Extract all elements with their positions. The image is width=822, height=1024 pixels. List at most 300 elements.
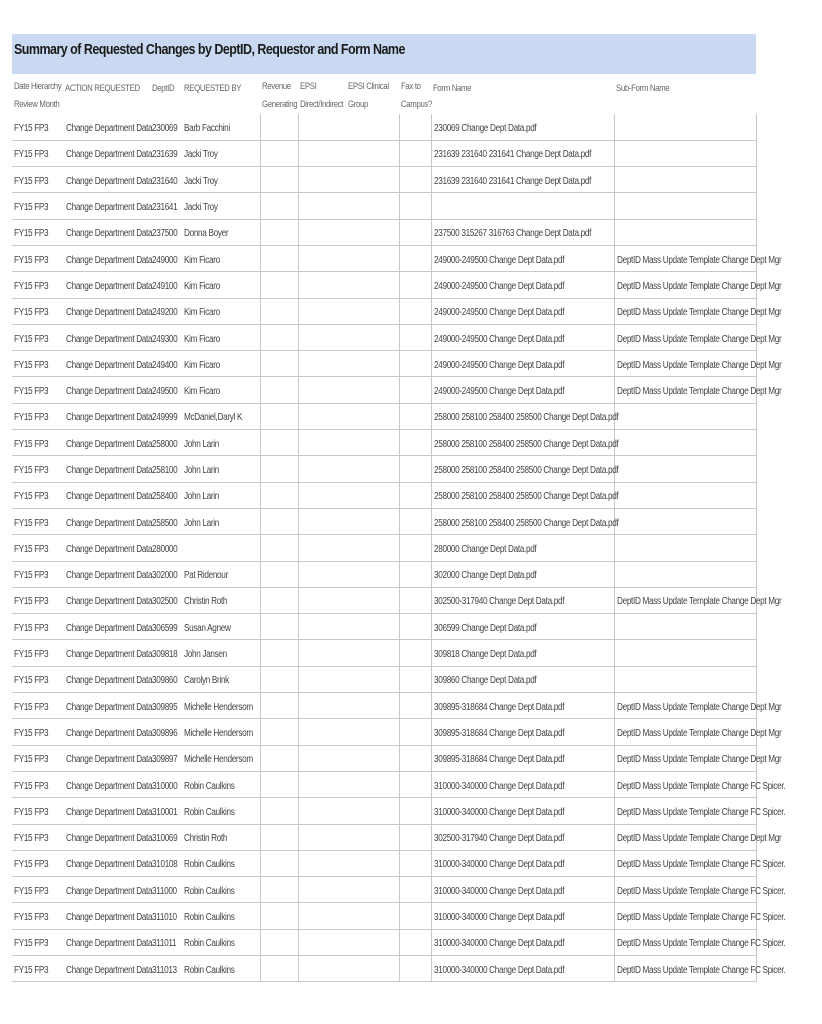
- cell-requested-by: Kim Ficaro: [182, 272, 260, 298]
- cell-epsi-clinical-group: [346, 403, 399, 429]
- cell-sub-form-name: [614, 403, 756, 429]
- cell-requested-by: Robin Caulkins: [182, 771, 260, 797]
- cell-review-month: FY15 FP3: [12, 719, 63, 745]
- cell-fax-to-campus: [399, 535, 431, 561]
- cell-deptid: 258500: [150, 508, 182, 534]
- cell-epsi-clinical-group: [346, 956, 399, 982]
- cell-form-name: 249000-249500 Change Dept Data.pdf: [431, 272, 614, 298]
- cell-action-requested: Change Department Data: [63, 219, 150, 245]
- cell-epsi-direct-indirect: [298, 587, 346, 613]
- cell-review-month: FY15 FP3: [12, 640, 63, 666]
- cell-requested-by: Jacki Troy: [182, 140, 260, 166]
- cell-action-requested: Change Department Data: [63, 193, 150, 219]
- cell-epsi-direct-indirect: [298, 456, 346, 482]
- cell-revenue-generating: [260, 351, 298, 377]
- cell-action-requested: Change Department Data: [63, 324, 150, 350]
- cell-epsi-direct-indirect: [298, 561, 346, 587]
- cell-revenue-generating: [260, 508, 298, 534]
- cell-form-name: 310000-340000 Change Dept Data.pdf: [431, 877, 614, 903]
- cell-deptid: 310069: [150, 824, 182, 850]
- cell-action-requested: Change Department Data: [63, 535, 150, 561]
- cell-fax-to-campus: [399, 771, 431, 797]
- cell-fax-to-campus: [399, 351, 431, 377]
- cell-sub-form-name: DeptID Mass Update Template Change FC Spicer.: [614, 771, 756, 797]
- cell-action-requested: Change Department Data: [63, 850, 150, 876]
- cell-revenue-generating: [260, 693, 298, 719]
- cell-revenue-generating: [260, 324, 298, 350]
- cell-epsi-clinical-group: [346, 719, 399, 745]
- cell-fax-to-campus: [399, 114, 431, 140]
- cell-action-requested: Change Department Data: [63, 798, 150, 824]
- cell-revenue-generating: [260, 403, 298, 429]
- table-row: [12, 114, 756, 140]
- cell-epsi-direct-indirect: [298, 903, 346, 929]
- cell-revenue-generating: [260, 245, 298, 271]
- cell-epsi-direct-indirect: [298, 193, 346, 219]
- table-row: [12, 850, 756, 876]
- cell-requested-by: Michelle Hendersom: [182, 693, 260, 719]
- cell-epsi-clinical-group: [346, 877, 399, 903]
- cell-fax-to-campus: [399, 140, 431, 166]
- cell-revenue-generating: [260, 956, 298, 982]
- cell-requested-by: Robin Caulkins: [182, 850, 260, 876]
- cell-review-month: FY15 FP3: [12, 614, 63, 640]
- cell-revenue-generating: [260, 877, 298, 903]
- cell-review-month: FY15 FP3: [12, 272, 63, 298]
- table-row: [12, 482, 756, 508]
- cell-epsi-direct-indirect: [298, 298, 346, 324]
- cell-revenue-generating: [260, 587, 298, 613]
- cell-requested-by: Jacki Troy: [182, 167, 260, 193]
- table-row: [12, 535, 756, 561]
- cell-fax-to-campus: [399, 430, 431, 456]
- cell-review-month: FY15 FP3: [12, 771, 63, 797]
- cell-review-month: FY15 FP3: [12, 535, 63, 561]
- cell-action-requested: Change Department Data: [63, 956, 150, 982]
- cell-requested-by: John Larin: [182, 430, 260, 456]
- cell-requested-by: John Jansen: [182, 640, 260, 666]
- cell-epsi-direct-indirect: [298, 877, 346, 903]
- cell-fax-to-campus: [399, 640, 431, 666]
- cell-requested-by: Robin Caulkins: [182, 877, 260, 903]
- cell-review-month: FY15 FP3: [12, 430, 63, 456]
- cell-epsi-clinical-group: [346, 298, 399, 324]
- cell-deptid: 309896: [150, 719, 182, 745]
- cell-sub-form-name: DeptID Mass Update Template Change Dept Mgr: [614, 245, 756, 271]
- cell-epsi-direct-indirect: [298, 719, 346, 745]
- table-row: [12, 587, 756, 613]
- cell-fax-to-campus: [399, 508, 431, 534]
- cell-review-month: FY15 FP3: [12, 377, 63, 403]
- cell-sub-form-name: DeptID Mass Update Template Change FC Spicer.: [614, 956, 756, 982]
- cell-epsi-direct-indirect: [298, 798, 346, 824]
- cell-deptid: 311000: [150, 877, 182, 903]
- cell-requested-by: Michelle Hendersom: [182, 745, 260, 771]
- report-title-bar: [12, 34, 756, 74]
- cell-sub-form-name: [614, 114, 756, 140]
- cell-revenue-generating: [260, 666, 298, 692]
- table-row: [12, 508, 756, 534]
- cell-fax-to-campus: [399, 745, 431, 771]
- cell-form-name: 258000 258100 258400 258500 Change Dept Data.pdf: [431, 508, 614, 534]
- cell-action-requested: Change Department Data: [63, 561, 150, 587]
- cell-fax-to-campus: [399, 377, 431, 403]
- cell-fax-to-campus: [399, 219, 431, 245]
- cell-fax-to-campus: [399, 272, 431, 298]
- cell-requested-by: John Larin: [182, 482, 260, 508]
- cell-revenue-generating: [260, 456, 298, 482]
- cell-deptid: 306599: [150, 614, 182, 640]
- cell-revenue-generating: [260, 614, 298, 640]
- table-row: [12, 298, 756, 324]
- table-row: [12, 745, 756, 771]
- cell-revenue-generating: [260, 903, 298, 929]
- cell-sub-form-name: [614, 167, 756, 193]
- cell-form-name: 302500-317940 Change Dept Data.pdf: [431, 587, 614, 613]
- report-sheet: [12, 34, 785, 982]
- cell-review-month: FY15 FP3: [12, 850, 63, 876]
- cell-deptid: 231641: [150, 193, 182, 219]
- cell-revenue-generating: [260, 798, 298, 824]
- cell-requested-by: [182, 535, 260, 561]
- table-row: [12, 903, 756, 929]
- cell-requested-by: Kim Ficaro: [182, 298, 260, 324]
- cell-sub-form-name: [614, 614, 756, 640]
- cell-review-month: FY15 FP3: [12, 456, 63, 482]
- cell-form-name: 310000-340000 Change Dept Data.pdf: [431, 798, 614, 824]
- cell-sub-form-name: DeptID Mass Update Template Change Dept Mgr: [614, 272, 756, 298]
- cell-fax-to-campus: [399, 719, 431, 745]
- column-header-fax-to-campus: Fax to Campus?: [401, 81, 433, 110]
- cell-epsi-clinical-group: [346, 377, 399, 403]
- table-row: [12, 771, 756, 797]
- cell-review-month: FY15 FP3: [12, 693, 63, 719]
- cell-review-month: FY15 FP3: [12, 956, 63, 982]
- cell-epsi-clinical-group: [346, 219, 399, 245]
- cell-epsi-clinical-group: [346, 324, 399, 350]
- cell-deptid: 302000: [150, 561, 182, 587]
- column-header-deptid: DeptID: [152, 83, 175, 94]
- cell-deptid: 249999: [150, 403, 182, 429]
- cell-epsi-clinical-group: [346, 587, 399, 613]
- cell-requested-by: Kim Ficaro: [182, 324, 260, 350]
- cell-action-requested: Change Department Data: [63, 745, 150, 771]
- cell-review-month: FY15 FP3: [12, 587, 63, 613]
- cell-revenue-generating: [260, 482, 298, 508]
- cell-action-requested: Change Department Data: [63, 693, 150, 719]
- cell-epsi-direct-indirect: [298, 956, 346, 982]
- cell-action-requested: Change Department Data: [63, 245, 150, 271]
- cell-review-month: FY15 FP3: [12, 903, 63, 929]
- table-row: [12, 245, 756, 271]
- cell-form-name: 309818 Change Dept Data.pdf: [431, 640, 614, 666]
- cell-requested-by: Robin Caulkins: [182, 956, 260, 982]
- cell-requested-by: Barb Facchini: [182, 114, 260, 140]
- cell-deptid: 310108: [150, 850, 182, 876]
- cell-sub-form-name: DeptID Mass Update Template Change Dept Mgr: [614, 693, 756, 719]
- cell-requested-by: Carolyn Brink: [182, 666, 260, 692]
- cell-epsi-clinical-group: [346, 482, 399, 508]
- table-header-row: [12, 74, 756, 114]
- cell-deptid: 249400: [150, 351, 182, 377]
- cell-deptid: 249500: [150, 377, 182, 403]
- cell-sub-form-name: [614, 482, 756, 508]
- cell-review-month: FY15 FP3: [12, 193, 63, 219]
- cell-form-name: 309860 Change Dept Data.pdf: [431, 666, 614, 692]
- cell-review-month: FY15 FP3: [12, 219, 63, 245]
- cell-requested-by: Robin Caulkins: [182, 798, 260, 824]
- cell-epsi-direct-indirect: [298, 824, 346, 850]
- cell-form-name: 230069 Change Dept Data.pdf: [431, 114, 614, 140]
- cell-fax-to-campus: [399, 929, 431, 955]
- cell-action-requested: Change Department Data: [63, 140, 150, 166]
- cell-form-name: 258000 258100 258400 258500 Change Dept Data.pdf: [431, 403, 614, 429]
- table-row: [12, 614, 756, 640]
- cell-fax-to-campus: [399, 824, 431, 850]
- column-header-revenue-generating: Revenue Generating: [262, 81, 298, 110]
- cell-epsi-clinical-group: [346, 272, 399, 298]
- cell-revenue-generating: [260, 193, 298, 219]
- cell-revenue-generating: [260, 850, 298, 876]
- cell-deptid: 231640: [150, 167, 182, 193]
- table-row: [12, 877, 756, 903]
- table-row: [12, 167, 756, 193]
- cell-requested-by: Christin Roth: [182, 587, 260, 613]
- cell-fax-to-campus: [399, 193, 431, 219]
- cell-epsi-clinical-group: [346, 929, 399, 955]
- cell-epsi-clinical-group: [346, 824, 399, 850]
- table-row: [12, 140, 756, 166]
- table-row: [12, 272, 756, 298]
- cell-sub-form-name: DeptID Mass Update Template Change Dept Mgr: [614, 719, 756, 745]
- cell-action-requested: Change Department Data: [63, 430, 150, 456]
- cell-form-name: 302500-317940 Change Dept Data.pdf: [431, 824, 614, 850]
- table-row: [12, 640, 756, 666]
- column-header-epsi-clinical-group: EPSI Clinical Group: [348, 81, 389, 110]
- cell-fax-to-campus: [399, 614, 431, 640]
- cell-form-name: 249000-249500 Change Dept Data.pdf: [431, 324, 614, 350]
- cell-review-month: FY15 FP3: [12, 824, 63, 850]
- cell-deptid: 231639: [150, 140, 182, 166]
- cell-deptid: 280000: [150, 535, 182, 561]
- cell-epsi-direct-indirect: [298, 167, 346, 193]
- cell-epsi-direct-indirect: [298, 140, 346, 166]
- cell-fax-to-campus: [399, 877, 431, 903]
- cell-deptid: 310000: [150, 771, 182, 797]
- cell-deptid: 249000: [150, 245, 182, 271]
- cell-form-name: 302000 Change Dept Data.pdf: [431, 561, 614, 587]
- cell-sub-form-name: DeptID Mass Update Template Change FC Spicer.: [614, 929, 756, 955]
- cell-sub-form-name: DeptID Mass Update Template Change Dept Mgr: [614, 298, 756, 324]
- cell-form-name: 249000-249500 Change Dept Data.pdf: [431, 351, 614, 377]
- cell-deptid: 258400: [150, 482, 182, 508]
- cell-epsi-direct-indirect: [298, 614, 346, 640]
- cell-epsi-direct-indirect: [298, 771, 346, 797]
- cell-fax-to-campus: [399, 482, 431, 508]
- cell-revenue-generating: [260, 640, 298, 666]
- cell-review-month: FY15 FP3: [12, 351, 63, 377]
- cell-requested-by: Kim Ficaro: [182, 245, 260, 271]
- cell-action-requested: Change Department Data: [63, 377, 150, 403]
- cell-review-month: FY15 FP3: [12, 877, 63, 903]
- cell-form-name: 249000-249500 Change Dept Data.pdf: [431, 377, 614, 403]
- cell-epsi-clinical-group: [346, 535, 399, 561]
- cell-action-requested: Change Department Data: [63, 640, 150, 666]
- cell-review-month: FY15 FP3: [12, 298, 63, 324]
- table-row: [12, 798, 756, 824]
- table-row: [12, 193, 756, 219]
- cell-review-month: FY15 FP3: [12, 114, 63, 140]
- cell-sub-form-name: [614, 640, 756, 666]
- cell-epsi-clinical-group: [346, 771, 399, 797]
- table-row: [12, 456, 756, 482]
- cell-review-month: FY15 FP3: [12, 167, 63, 193]
- column-header-action-requested: ACTION REQUESTED: [65, 83, 140, 94]
- table-row: [12, 430, 756, 456]
- column-header-form-name: Form Name: [433, 83, 472, 94]
- cell-review-month: FY15 FP3: [12, 140, 63, 166]
- cell-fax-to-campus: [399, 666, 431, 692]
- cell-form-name: 310000-340000 Change Dept Data.pdf: [431, 771, 614, 797]
- cell-review-month: FY15 FP3: [12, 508, 63, 534]
- cell-fax-to-campus: [399, 456, 431, 482]
- cell-deptid: 249300: [150, 324, 182, 350]
- cell-action-requested: Change Department Data: [63, 877, 150, 903]
- cell-sub-form-name: DeptID Mass Update Template Change Dept Mgr: [614, 587, 756, 613]
- cell-sub-form-name: [614, 561, 756, 587]
- cell-requested-by: Michelle Hendersom: [182, 719, 260, 745]
- cell-revenue-generating: [260, 114, 298, 140]
- cell-epsi-clinical-group: [346, 456, 399, 482]
- table-row: [12, 929, 756, 955]
- cell-epsi-clinical-group: [346, 114, 399, 140]
- cell-sub-form-name: DeptID Mass Update Template Change Dept Mgr: [614, 824, 756, 850]
- cell-review-month: FY15 FP3: [12, 324, 63, 350]
- cell-deptid: 309860: [150, 666, 182, 692]
- cell-form-name: 258000 258100 258400 258500 Change Dept Data.pdf: [431, 482, 614, 508]
- column-header-requested-by: REQUESTED BY: [184, 83, 242, 94]
- cell-epsi-direct-indirect: [298, 482, 346, 508]
- cell-revenue-generating: [260, 140, 298, 166]
- cell-epsi-clinical-group: [346, 430, 399, 456]
- cell-epsi-clinical-group: [346, 903, 399, 929]
- cell-epsi-clinical-group: [346, 745, 399, 771]
- cell-fax-to-campus: [399, 324, 431, 350]
- cell-requested-by: Pat Ridenour: [182, 561, 260, 587]
- cell-fax-to-campus: [399, 167, 431, 193]
- cell-action-requested: Change Department Data: [63, 903, 150, 929]
- cell-form-name: 249000-249500 Change Dept Data.pdf: [431, 245, 614, 271]
- cell-sub-form-name: [614, 535, 756, 561]
- cell-epsi-clinical-group: [346, 193, 399, 219]
- cell-form-name: 249000-249500 Change Dept Data.pdf: [431, 298, 614, 324]
- cell-form-name: 309895-318684 Change Dept Data.pdf: [431, 745, 614, 771]
- cell-requested-by: Kim Ficaro: [182, 351, 260, 377]
- cell-deptid: 258100: [150, 456, 182, 482]
- requested-changes-table: [12, 74, 785, 982]
- table-row: [12, 219, 756, 245]
- table-row: [12, 956, 756, 982]
- cell-sub-form-name: DeptID Mass Update Template Change FC Spicer.: [614, 877, 756, 903]
- cell-deptid: 311011: [150, 929, 182, 955]
- cell-epsi-clinical-group: [346, 140, 399, 166]
- cell-sub-form-name: [614, 456, 756, 482]
- cell-action-requested: Change Department Data: [63, 272, 150, 298]
- cell-epsi-direct-indirect: [298, 403, 346, 429]
- cell-revenue-generating: [260, 719, 298, 745]
- table-row: [12, 351, 756, 377]
- cell-sub-form-name: DeptID Mass Update Template Change FC Spicer.: [614, 903, 756, 929]
- table-row: [12, 719, 756, 745]
- cell-action-requested: Change Department Data: [63, 824, 150, 850]
- cell-requested-by: Susan Agnew: [182, 614, 260, 640]
- cell-action-requested: Change Department Data: [63, 614, 150, 640]
- table-row: [12, 377, 756, 403]
- cell-review-month: FY15 FP3: [12, 745, 63, 771]
- cell-review-month: FY15 FP3: [12, 245, 63, 271]
- cell-form-name: 231639 231640 231641 Change Dept Data.pdf: [431, 140, 614, 166]
- cell-review-month: FY15 FP3: [12, 929, 63, 955]
- cell-deptid: 309895: [150, 693, 182, 719]
- table-row: [12, 403, 756, 429]
- cell-epsi-direct-indirect: [298, 693, 346, 719]
- cell-epsi-direct-indirect: [298, 850, 346, 876]
- cell-epsi-clinical-group: [346, 351, 399, 377]
- cell-fax-to-campus: [399, 850, 431, 876]
- cell-action-requested: Change Department Data: [63, 719, 150, 745]
- cell-fax-to-campus: [399, 693, 431, 719]
- cell-epsi-clinical-group: [346, 640, 399, 666]
- cell-review-month: FY15 FP3: [12, 482, 63, 508]
- cell-revenue-generating: [260, 430, 298, 456]
- cell-epsi-direct-indirect: [298, 219, 346, 245]
- cell-requested-by: John Larin: [182, 508, 260, 534]
- cell-epsi-direct-indirect: [298, 508, 346, 534]
- cell-sub-form-name: DeptID Mass Update Template Change Dept Mgr: [614, 745, 756, 771]
- cell-sub-form-name: [614, 219, 756, 245]
- cell-action-requested: Change Department Data: [63, 167, 150, 193]
- cell-epsi-clinical-group: [346, 167, 399, 193]
- cell-form-name: [431, 193, 614, 219]
- cell-requested-by: John Larin: [182, 456, 260, 482]
- cell-requested-by: Robin Caulkins: [182, 929, 260, 955]
- cell-form-name: 231639 231640 231641 Change Dept Data.pdf: [431, 167, 614, 193]
- cell-revenue-generating: [260, 272, 298, 298]
- cell-revenue-generating: [260, 824, 298, 850]
- cell-epsi-clinical-group: [346, 693, 399, 719]
- cell-sub-form-name: [614, 508, 756, 534]
- cell-sub-form-name: DeptID Mass Update Template Change FC Spicer.: [614, 850, 756, 876]
- cell-revenue-generating: [260, 167, 298, 193]
- cell-deptid: 309818: [150, 640, 182, 666]
- cell-deptid: 311013: [150, 956, 182, 982]
- cell-sub-form-name: DeptID Mass Update Template Change Dept Mgr: [614, 351, 756, 377]
- cell-epsi-direct-indirect: [298, 666, 346, 692]
- cell-form-name: 280000 Change Dept Data.pdf: [431, 535, 614, 561]
- cell-deptid: 310001: [150, 798, 182, 824]
- cell-epsi-direct-indirect: [298, 272, 346, 298]
- cell-fax-to-campus: [399, 298, 431, 324]
- cell-requested-by: Donna Boyer: [182, 219, 260, 245]
- cell-sub-form-name: DeptID Mass Update Template Change Dept Mgr: [614, 324, 756, 350]
- cell-revenue-generating: [260, 929, 298, 955]
- cell-deptid: 309897: [150, 745, 182, 771]
- cell-sub-form-name: [614, 430, 756, 456]
- cell-epsi-direct-indirect: [298, 745, 346, 771]
- cell-action-requested: Change Department Data: [63, 403, 150, 429]
- table-row: [12, 324, 756, 350]
- cell-form-name: 310000-340000 Change Dept Data.pdf: [431, 903, 614, 929]
